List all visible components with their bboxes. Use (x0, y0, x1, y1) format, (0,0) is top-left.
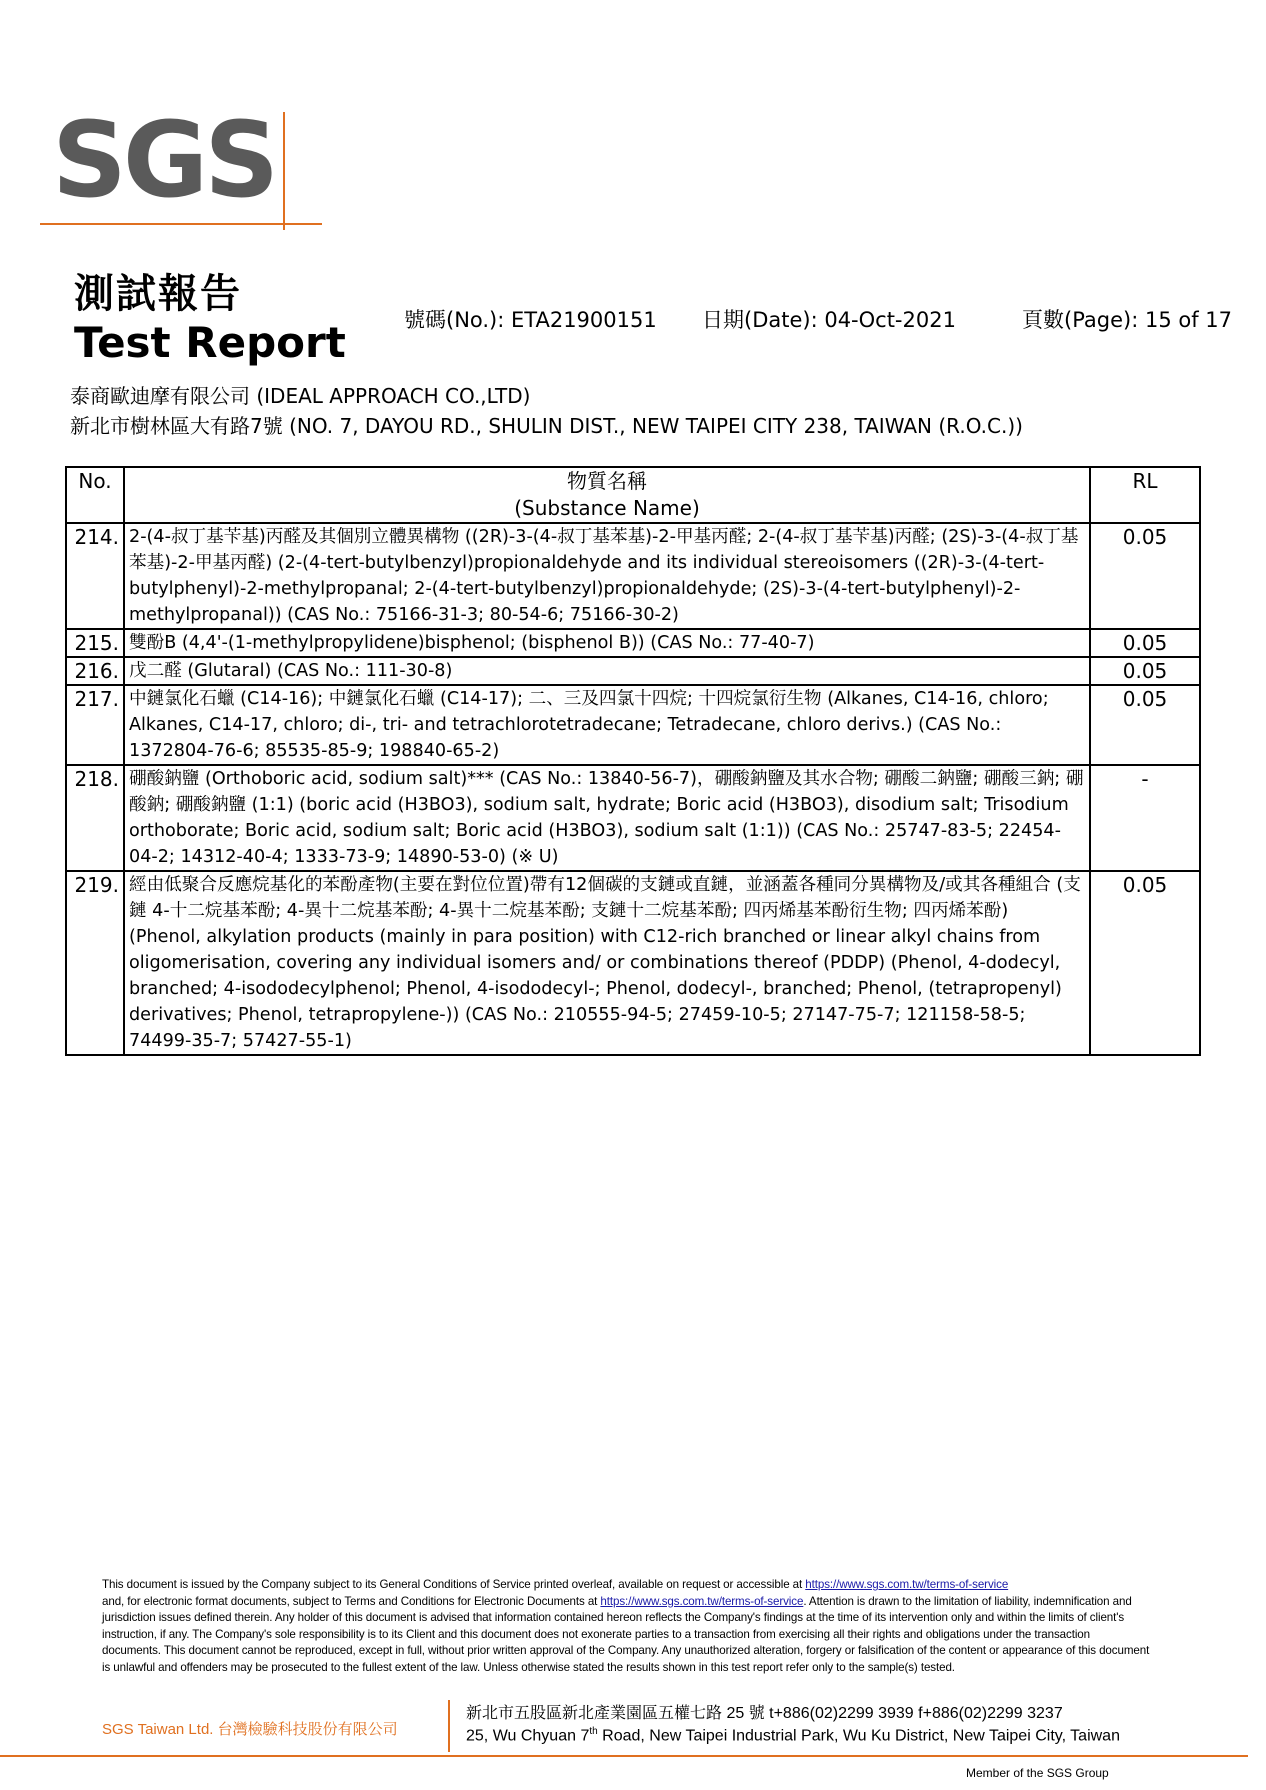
row-rl: 0.05 (1090, 871, 1200, 1055)
table-row (66, 685, 1200, 765)
header-no: No. (66, 467, 124, 523)
client-address: 新北市樹林區大有路7號 (NO. 7, DAYOU RD., SHULIN DIST., NEW TAIPEI CITY 238, TAIWAN (R.O.C.)) (70, 414, 1023, 438)
substance-table (65, 466, 1201, 1056)
address-en-part1: 25, Wu Chyuan 7 (466, 1727, 590, 1745)
row-substance: 中鏈氯化石蠟 (C14-16); 中鏈氯化石蠟 (C14-17); 二、三及四氯十四烷; 十四烷氯衍生物 (Alkanes, C14-16, chloro; Alkanes, C14-17, chloro; di-, tri- and tetrachlorotetradecane; Tetradecane, chloro derivs.) (CAS No.: 1372804-76-6; 85535-85-9; 198840-65-2) (124, 685, 1090, 765)
terms-link-2[interactable]: https://www.sgs.com.tw/terms-of-service (600, 1594, 804, 1608)
footer-company: SGS Taiwan Ltd. 台灣檢驗科技股份有限公司 (102, 1721, 398, 1738)
row-no: 216. (66, 657, 124, 685)
row-rl: 0.05 (1090, 657, 1200, 685)
footer-address-zh: 新北市五股區新北產業園區五權七路 25 號 t+886(02)2299 3939 f+886(02)2299 3237 (466, 1705, 1063, 1722)
header-name-en: (Substance Name) (514, 496, 700, 520)
title-zh: 測試報告 (74, 271, 242, 317)
row-rl: 0.05 (1090, 523, 1200, 629)
row-no: 214. (66, 523, 124, 629)
disclaimer-text-1: This document is issued by the Company subject to its General Conditions of Service printed overleaf, available on request or accessible at (102, 1578, 806, 1591)
client-name: 泰商歐迪摩有限公司 (IDEAL APPROACH CO.,LTD) (70, 384, 531, 408)
sgs-logo-text: SGS (52, 99, 276, 221)
row-rl: - (1090, 765, 1200, 871)
footer-address-en (466, 1726, 1120, 1745)
row-no: 218. (66, 765, 124, 871)
table-header-row (66, 467, 1200, 523)
row-rl: 0.05 (1090, 685, 1200, 765)
row-substance: 戊二醛 (Glutaral) (CAS No.: 111-30-8) (124, 657, 1090, 685)
terms-link-1[interactable]: https://www.sgs.com.tw/terms-of-service (805, 1578, 1009, 1591)
table-row (66, 629, 1200, 657)
row-rl: 0.05 (1090, 629, 1200, 657)
table-row (66, 765, 1200, 871)
table-row (66, 523, 1200, 629)
footer-line (0, 1755, 1248, 1757)
title-en: Test Report (74, 318, 346, 367)
disclaimer-text-3: . Attention is drawn to the limitation of liability, indemnification and jurisdiction issues defined therein. Any holder of this document is advised that information contained hereon reflects the Company's findings at the time of its intervention only and within the limits of client's instruction, if any. The Company's sole responsibility is to its Client and this document does not exonerate parties to a transaction from exercising all their rights and obligations under the transaction documents. This document cannot be reproduced, except in full, without prior written approval of the Company. Any unauthorized alteration, forgery or falsification of the content or appearance of this document is unlawful and offenders may be prosecuted to the fullest extent of the law. Unless otherwise stated the results shown in this test report refer only to the sample(s) tested. (102, 1594, 1150, 1674)
table-row (66, 871, 1200, 1055)
row-no: 219. (66, 871, 124, 1055)
row-substance: 2-(4-叔丁基苄基)丙醛及其個別立體異構物 ((2R)-3-(4-叔丁基苯基)-2-甲基丙醛; 2-(4-叔丁基苄基)丙醛; (2S)-3-(4-叔丁基苯基)-2-甲基丙醛) (2-(4-tert-butylbenzyl)propionaldehyde and its individual stereoisomers ((2R)-3-(4-tert-butylphenyl)-2-methylpropanal; 2-(4-tert-butylbenzyl)propionaldehyde; (2S)-3-(4-tert-butylphenyl)-2-methylpropanal)) (CAS No.: 75166-31-3; 80-54-6; 75166-30-2) (124, 523, 1090, 629)
row-substance: 經由低聚合反應烷基化的苯酚產物(主要在對位位置)帶有12個碳的支鏈或直鏈，並涵蓋各種同分異構物及/或其各種組合 (支鏈 4-十二烷基苯酚; 4-異十二烷基苯酚; 4-異十二烷基苯酚; 支鏈十二烷基苯酚; 四丙烯基苯酚衍生物; 四丙烯苯酚) (Phenol, alkylation products (mainly in para position) with C12-rich branched or linear alkyl chains from oligomerisation, covering any individual isomers and/ or combinations thereof (PDDP) (Phenol, 4-dodecyl, branched; 4-isododecylphenol; Phenol, 4-isododecyl-; Phenol, dodecyl-, branched; Phenol, (tetrapropenyl) derivatives; Phenol, tetrapropylene-)) (CAS No.: 210555-94-5; 27459-10-5; 27147-75-7; 121158-58-5; 74499-35-7; 57427-55-1) (124, 871, 1090, 1055)
header-rl: RL (1090, 467, 1200, 523)
page-number: 頁數(Page): 15 of 17 (1022, 308, 1233, 332)
legal-disclaimer (102, 1577, 1152, 1677)
row-substance: 硼酸鈉鹽 (Orthoboric acid, sodium salt)*** (CAS No.: 13840-56-7)，硼酸鈉鹽及其水合物; 硼酸二鈉鹽; 硼酸三鈉; 硼酸鈉; 硼酸鈉鹽 (1:1) (boric acid (H3BO3), sodium salt, hydrate; Boric acid (H3BO3), disodium salt; Trisodium orthoborate; Boric acid, sodium salt; Boric acid (H3BO3), sodium salt (1:1)) (CAS No.: 25747-83-5; 22454-04-2; 14312-40-4; 1333-73-9; 14890-53-0) (※ U) (124, 765, 1090, 871)
disclaimer-text-2: and, for electronic format documents, subject to Terms and Conditions for Electronic Documents at (102, 1594, 601, 1608)
address-en-part2: Road, New Taipei Industrial Park, Wu Ku District, New Taipei City, Taiwan (597, 1727, 1120, 1745)
header-name-zh: 物質名稱 (567, 469, 647, 493)
row-no: 217. (66, 685, 124, 765)
footer-divider (448, 1700, 450, 1752)
member-of-sgs: Member of the SGS Group (966, 1766, 1109, 1780)
row-substance: 雙酚B (4,4'-(1-methylpropylidene)bisphenol; (bisphenol B)) (CAS No.: 77-40-7) (124, 629, 1090, 657)
report-number: 號碼(No.): ETA21900151 (404, 308, 657, 332)
header-substance-name (124, 467, 1090, 523)
address-en-sup: th (589, 1726, 598, 1737)
table-row (66, 657, 1200, 685)
row-no: 215. (66, 629, 124, 657)
report-date: 日期(Date): 04-Oct-2021 (702, 308, 956, 332)
